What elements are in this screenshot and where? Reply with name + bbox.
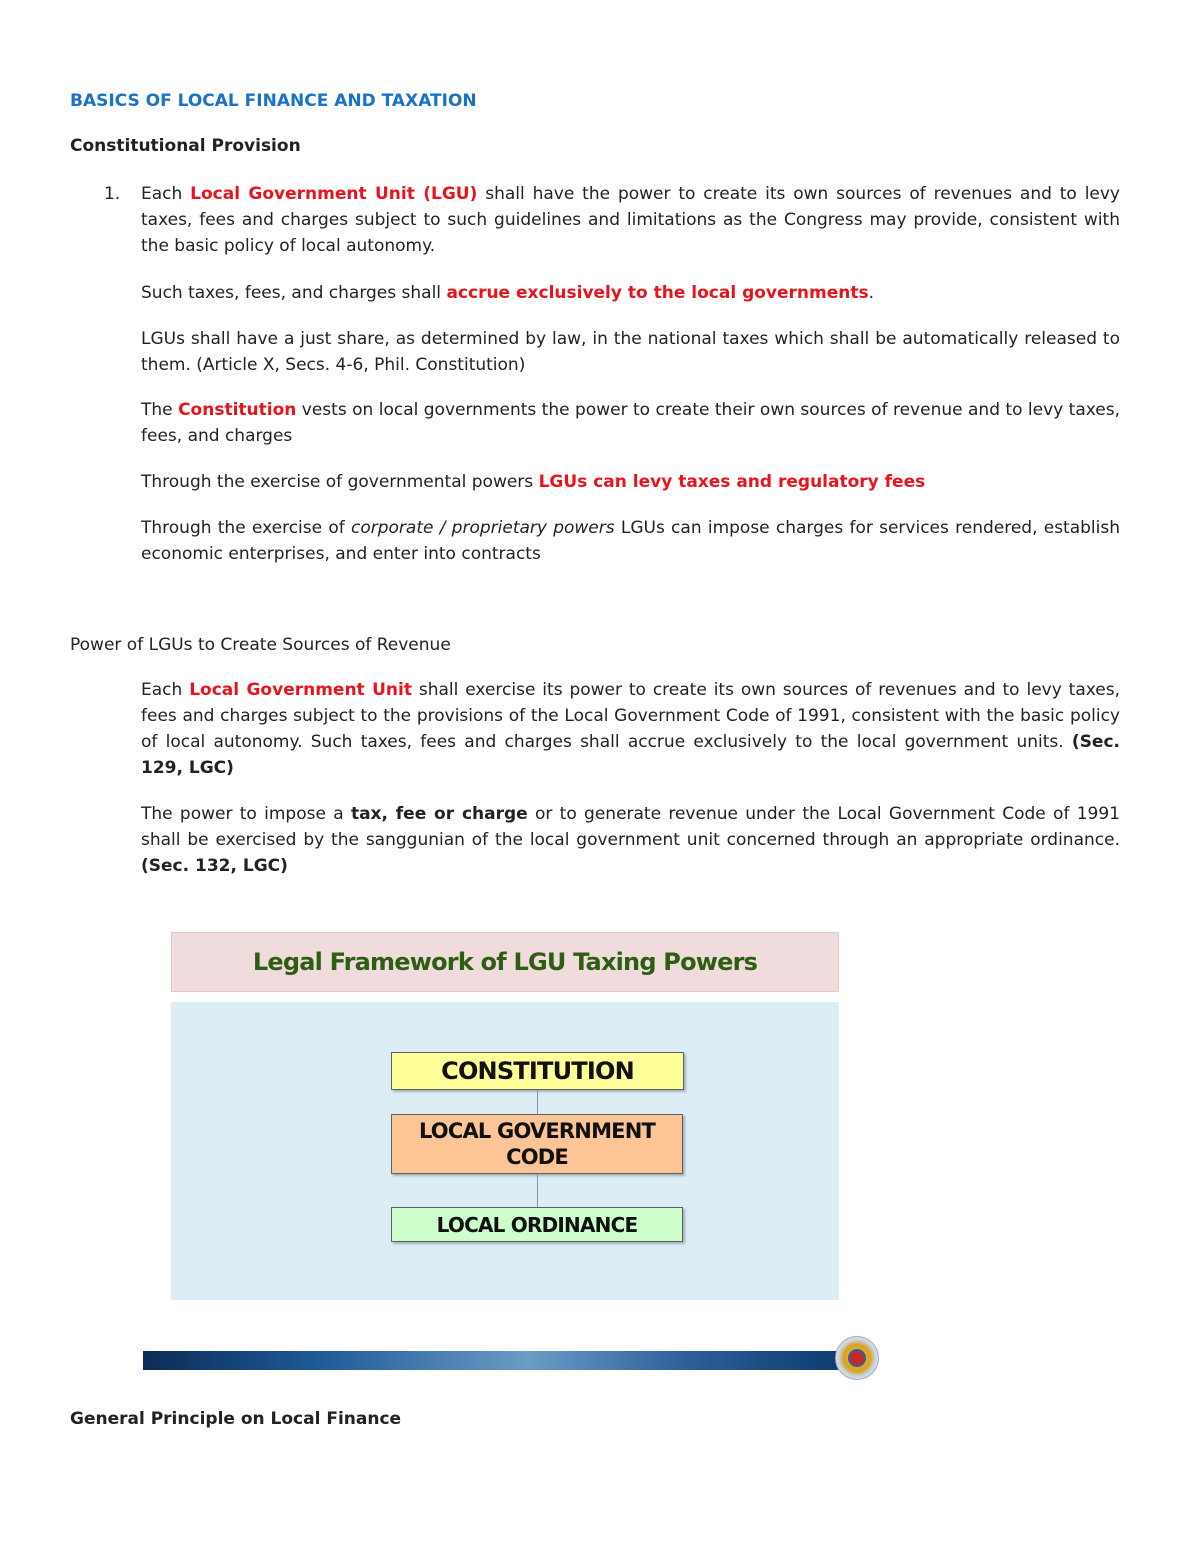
figure-title: Legal Framework of LGU Taxing Powers — [252, 948, 758, 976]
p5-highlight: LGUs can levy taxes and regulatory fees — [538, 472, 926, 492]
p1-text-c: shall have the power to create its own sources of revenues and to levy taxes, fees and charges subject to such guidelines and limitations as the Congress may provide, consistent with the basic policy of local autonomy. — [141, 184, 1120, 256]
p8-text-c: or to generate revenue under the Local Government Code of 1991 shall be exercised by the sanggunian of the local government unit concerned through an appropriate ordinance. — [141, 804, 1121, 850]
list-number: 1. — [104, 184, 121, 204]
p2-highlight: accrue exclusively to the local governments — [446, 283, 869, 303]
p6-italic: corporate / proprietary powers — [350, 518, 615, 538]
section-heading-constitutional-provision: Constitutional Provision — [70, 136, 301, 156]
paragraph-proprietary-powers — [141, 515, 1120, 567]
p1-text-a: Each — [141, 184, 191, 204]
local-ordinance-box: LOCAL ORDINANCE — [391, 1207, 683, 1242]
p2-text-c: . — [868, 283, 875, 303]
p7-text-a: Each — [141, 680, 190, 700]
p6-text-a: Through the exercise of — [141, 518, 351, 538]
section-heading-power-of-lgus: Power of LGUs to Create Sources of Revenue — [70, 635, 451, 655]
seal-logo-icon — [835, 1336, 879, 1380]
p4-text-a: The — [141, 400, 179, 420]
connector-line — [537, 1174, 538, 1207]
seal-center — [848, 1349, 866, 1367]
paragraph-just-share: LGUs shall have a just share, as determined by law, in the national taxes which shall be automatically released to them. (Article X, Secs. 4-6, Phil. Constitution) — [141, 329, 1120, 375]
p7-text-c: shall exercise its power to create its own sources of revenues and to levy taxes, fees and charges subject to the provisions of the Local Government Code of 1991, consistent with the basic policy of local autonomy. Such taxes, fees and charges shall accrue exclusively to the local government units. — [141, 680, 1121, 752]
p4-highlight: Constitution — [178, 400, 297, 420]
local-government-code-box: LOCAL GOVERNMENT CODE — [391, 1114, 683, 1174]
document-title: BASICS OF LOCAL FINANCE AND TAXATION — [70, 91, 477, 111]
paragraph-accrue — [141, 280, 1120, 306]
p8-citation: (Sec. 132, LGC) — [141, 856, 288, 876]
figure-footer-bar — [143, 1351, 843, 1370]
figure-diagram-area — [171, 1002, 839, 1300]
section-heading-general-principle: General Principle on Local Finance — [70, 1409, 402, 1429]
p7-highlight: Local Government Unit — [189, 680, 412, 700]
p2-text-a: Such taxes, fees, and charges shall — [141, 283, 447, 303]
paragraph-lgu-power — [141, 181, 1120, 259]
p6-text-c: LGUs can impose charges for services rendered, establish economic enterprises, and enter into contracts — [141, 518, 1121, 564]
paragraph-constitution-vests — [141, 397, 1120, 449]
constitution-box: CONSTITUTION — [391, 1052, 684, 1090]
p8-bold: tax, fee or charge — [350, 804, 528, 824]
connector-line — [537, 1090, 538, 1114]
p8-text-a: The power to impose a — [141, 804, 351, 824]
p5-text-a: Through the exercise of governmental powers — [141, 472, 539, 492]
paragraph-sec-129 — [141, 677, 1120, 781]
legal-framework-figure — [143, 913, 879, 1386]
figure-title-box — [171, 932, 839, 992]
paragraph-governmental-powers — [141, 469, 1120, 495]
p7-citation: (Sec. 129, LGC) — [141, 732, 1120, 778]
p1-highlight: Local Government Unit (LGU) — [190, 184, 478, 204]
p4-text-c: vests on local governments the power to create their own sources of revenue and to levy taxes, fees, and charges — [141, 400, 1120, 446]
paragraph-sec-132 — [141, 801, 1120, 879]
